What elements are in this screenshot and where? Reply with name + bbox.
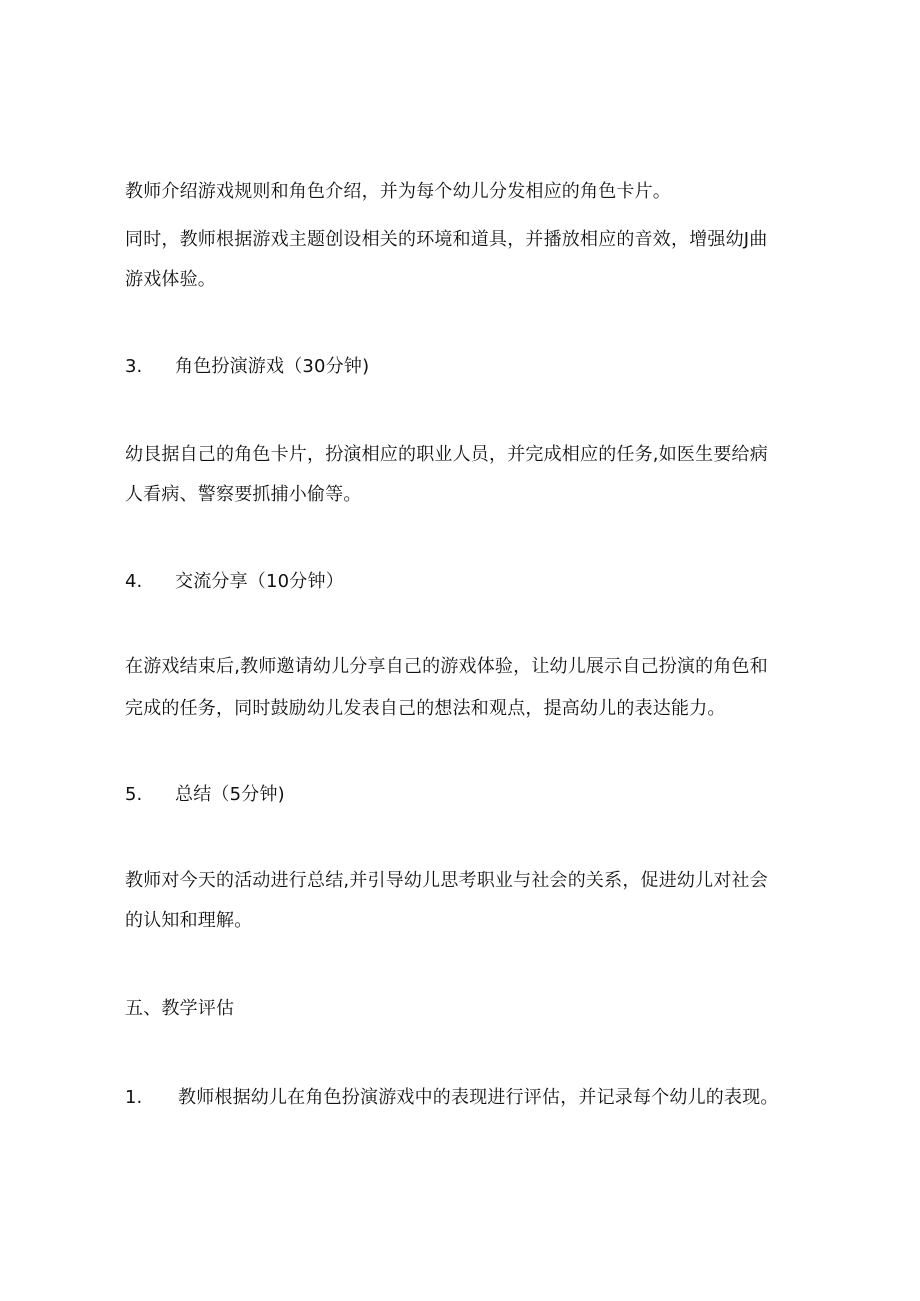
- section-3-title: 角色扮演游戏（30分钟): [175, 356, 370, 377]
- section-5-title: 总结（5分钟): [175, 784, 285, 805]
- section-3-paragraph-line-1: 幼艮据自己的角色卡片，扮演相应的职业人员，并完成相应的任务,如医生要给病: [125, 444, 768, 465]
- section-4-number: 4.: [125, 571, 143, 592]
- section-3-paragraph-line-2: 人看病、警察要抓捕小偷等。: [125, 484, 362, 505]
- section-3-number: 3.: [125, 356, 143, 377]
- evaluation-item-1-number: 1.: [125, 1087, 143, 1108]
- intro-line-1: 教师介绍游戏规则和角色介绍，并为每个幼儿分发相应的角色卡片。: [125, 181, 671, 202]
- section-4-paragraph-line-1: 在游戏结束后,教师邀请幼儿分享自己的游戏体验，让幼儿展示自己扮演的角色和: [125, 656, 768, 677]
- intro-line-3: 游戏体验。: [125, 269, 216, 290]
- evaluation-heading: 五、教学评估: [125, 998, 235, 1019]
- intro-line-2: 同时，教师根据游戏主题创设相关的环境和道具，并播放相应的音效，增强幼J曲: [125, 229, 768, 250]
- section-4-paragraph-line-2: 完成的任务，同时鼓励幼儿发表自己的想法和观点，提高幼儿的表达能力。: [125, 698, 726, 719]
- section-5-paragraph-line-2: 的认知和理解。: [125, 910, 253, 931]
- section-5-paragraph-line-1: 教师对今天的活动进行总结,并引导幼儿思考职业与社会的关系，促进幼儿对社会: [125, 870, 768, 891]
- section-4-title: 交流分享（10分钟）: [175, 571, 344, 592]
- evaluation-item-1-text: 教师根据幼儿在角色扮演游戏中的表现进行评估，并记录每个幼儿的表现。: [178, 1087, 779, 1108]
- section-5-number: 5.: [125, 784, 143, 805]
